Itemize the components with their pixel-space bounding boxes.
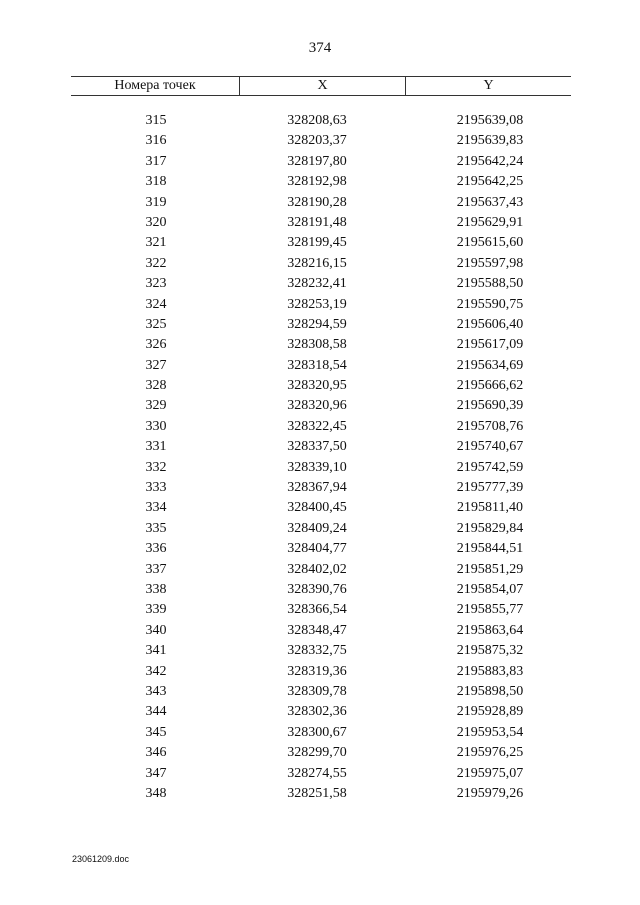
header-x: X [240,77,406,95]
table-row [0,111,640,131]
table-row [0,437,640,457]
x-coordinate-cell: 328402,02 [287,561,347,577]
y-coordinate-cell: 2195642,24 [456,153,524,169]
point-number-cell: 319 [145,194,167,210]
x-coordinate-cell: 328320,95 [287,378,347,394]
point-number-cell: 325 [145,316,167,332]
point-number-cell: 328 [145,378,167,394]
point-number-cell: 326 [145,337,167,353]
point-number-cell: 347 [145,765,167,781]
table-row [0,764,640,784]
point-number-cell: 339 [145,602,167,618]
table-row [0,417,640,437]
x-coordinate-cell: 328319,36 [287,663,347,679]
x-coordinate-cell: 328308,58 [287,337,347,353]
point-number-cell: 315 [145,113,167,128]
y-coordinate-cell: 2195639,83 [456,133,524,149]
table-row [0,295,640,315]
y-coordinate-cell: 2195634,69 [456,357,524,373]
table-row [0,193,640,213]
y-coordinate-cell: 2195588,50 [456,276,524,292]
table-row [0,335,640,355]
y-coordinate-cell: 2195642,25 [456,174,524,190]
x-coordinate-cell: 328367,94 [287,480,347,496]
table-row [0,743,640,763]
table-header [71,76,571,96]
y-coordinate-cell: 2195597,98 [456,255,524,271]
point-number-cell: 343 [145,683,167,699]
y-coordinate-cell: 2195690,39 [456,398,524,414]
y-coordinate-cell: 2195606,40 [456,316,524,332]
x-coordinate-cell: 328318,54 [287,357,347,373]
x-coordinate-cell: 328404,77 [287,541,347,557]
table-row [0,478,640,498]
x-coordinate-cell: 328302,36 [287,704,347,720]
y-coordinate-cell: 2195742,59 [456,459,524,475]
point-number-cell: 330 [145,418,167,434]
table-row [0,233,640,253]
y-coordinate-cell: 2195851,29 [456,561,524,577]
table-row [0,274,640,294]
table-body [0,111,640,804]
table-row [0,376,640,396]
y-coordinate-cell: 2195863,64 [456,622,524,638]
y-coordinate-cell: 2195844,51 [456,541,524,557]
x-coordinate-cell: 328309,78 [287,683,347,699]
x-coordinate-cell: 328348,47 [287,622,347,638]
table-row [0,356,640,376]
table-row [0,315,640,335]
point-number-cell: 338 [145,581,167,597]
table-row [0,702,640,722]
x-coordinate-cell: 328203,37 [287,133,347,149]
x-coordinate-cell: 328208,63 [287,113,347,128]
point-number-cell: 316 [145,133,167,149]
point-number-cell: 331 [145,439,167,455]
y-coordinate-cell: 2195975,07 [456,765,524,781]
table-row [0,396,640,416]
point-number-cell: 341 [145,643,167,659]
y-coordinate-cell: 2195875,32 [456,643,524,659]
x-coordinate-cell: 328390,76 [287,581,347,597]
page-number: 374 [308,40,332,56]
x-coordinate-cell: 328251,58 [287,785,347,801]
point-number-cell: 318 [145,174,167,190]
x-coordinate-cell: 328322,45 [287,418,347,434]
point-number-cell: 344 [145,704,167,720]
table-row [0,519,640,539]
x-coordinate-cell: 328253,19 [287,296,347,312]
x-coordinate-cell: 328197,80 [287,153,347,169]
x-coordinate-cell: 328366,54 [287,602,347,618]
table-row [0,254,640,274]
table-row [0,498,640,518]
table-row [0,723,640,743]
x-coordinate-cell: 328337,50 [287,439,347,455]
x-coordinate-cell: 328216,15 [287,255,347,271]
point-number-cell: 317 [145,153,167,169]
y-coordinate-cell: 2195740,67 [456,439,524,455]
y-coordinate-cell: 2195928,89 [456,704,524,720]
y-coordinate-cell: 2195854,07 [456,581,524,597]
point-number-cell: 348 [145,785,167,801]
table-row [0,641,640,661]
table-row [0,152,640,172]
x-coordinate-cell: 328400,45 [287,500,347,516]
y-coordinate-cell: 2195855,77 [456,602,524,618]
table-row [0,458,640,478]
table-row [0,600,640,620]
point-number-cell: 333 [145,480,167,496]
header-point-numbers: Номера точек [71,77,240,95]
y-coordinate-cell: 2195976,25 [456,745,524,761]
y-coordinate-cell: 2195953,54 [456,724,524,740]
footer-filename: 23061209.doc [72,854,130,864]
x-coordinate-cell: 328294,59 [287,316,347,332]
point-number-cell: 340 [145,622,167,638]
point-number-cell: 334 [145,500,167,516]
table-row [0,560,640,580]
point-number-cell: 337 [145,561,167,577]
x-coordinate-cell: 328190,28 [287,194,347,210]
x-coordinate-cell: 328339,10 [287,459,347,475]
point-number-cell: 329 [145,398,167,414]
y-coordinate-cell: 2195777,39 [456,480,524,496]
table-row [0,539,640,559]
table-row [0,621,640,641]
point-number-cell: 332 [145,459,167,475]
y-coordinate-cell: 2195829,84 [456,520,524,536]
table-row [0,784,640,804]
y-coordinate-cell: 2195615,60 [456,235,524,251]
x-coordinate-cell: 328299,70 [287,745,347,761]
point-number-cell: 327 [145,357,167,373]
point-number-cell: 320 [145,214,167,230]
y-coordinate-cell: 2195898,50 [456,683,524,699]
x-coordinate-cell: 328332,75 [287,643,347,659]
x-coordinate-cell: 328199,45 [287,235,347,251]
point-number-cell: 323 [145,276,167,292]
y-coordinate-cell: 2195708,76 [456,418,524,434]
x-coordinate-cell: 328274,55 [287,765,347,781]
table-row [0,682,640,702]
point-number-cell: 324 [145,296,167,312]
header-y: Y [483,78,494,93]
table-row [0,580,640,600]
x-coordinate-cell: 328300,67 [287,724,347,740]
table-row [0,172,640,192]
y-coordinate-cell: 2195883,83 [456,663,524,679]
x-coordinate-cell: 328320,96 [287,398,347,414]
point-number-cell: 342 [145,663,167,679]
x-coordinate-cell: 328192,98 [287,174,347,190]
y-coordinate-cell: 2195811,40 [457,500,523,516]
point-number-cell: 346 [145,745,167,761]
point-number-cell: 336 [145,541,167,557]
x-coordinate-cell: 328191,48 [287,214,347,230]
y-coordinate-cell: 2195637,43 [456,194,524,210]
x-coordinate-cell: 328232,41 [287,276,347,292]
y-coordinate-cell: 2195590,75 [456,296,524,312]
point-number-cell: 345 [145,724,167,740]
point-number-cell: 321 [145,235,167,251]
table-row [0,662,640,682]
point-number-cell: 335 [145,520,167,536]
y-coordinate-cell: 2195979,26 [456,785,524,801]
y-coordinate-cell: 2195639,08 [456,113,524,128]
table-row [0,131,640,151]
x-coordinate-cell: 328409,24 [287,520,347,536]
y-coordinate-cell: 2195666,62 [456,378,524,394]
point-number-cell: 322 [145,255,167,271]
y-coordinate-cell: 2195617,09 [456,337,524,353]
table-row [0,213,640,233]
y-coordinate-cell: 2195629,91 [456,214,524,230]
